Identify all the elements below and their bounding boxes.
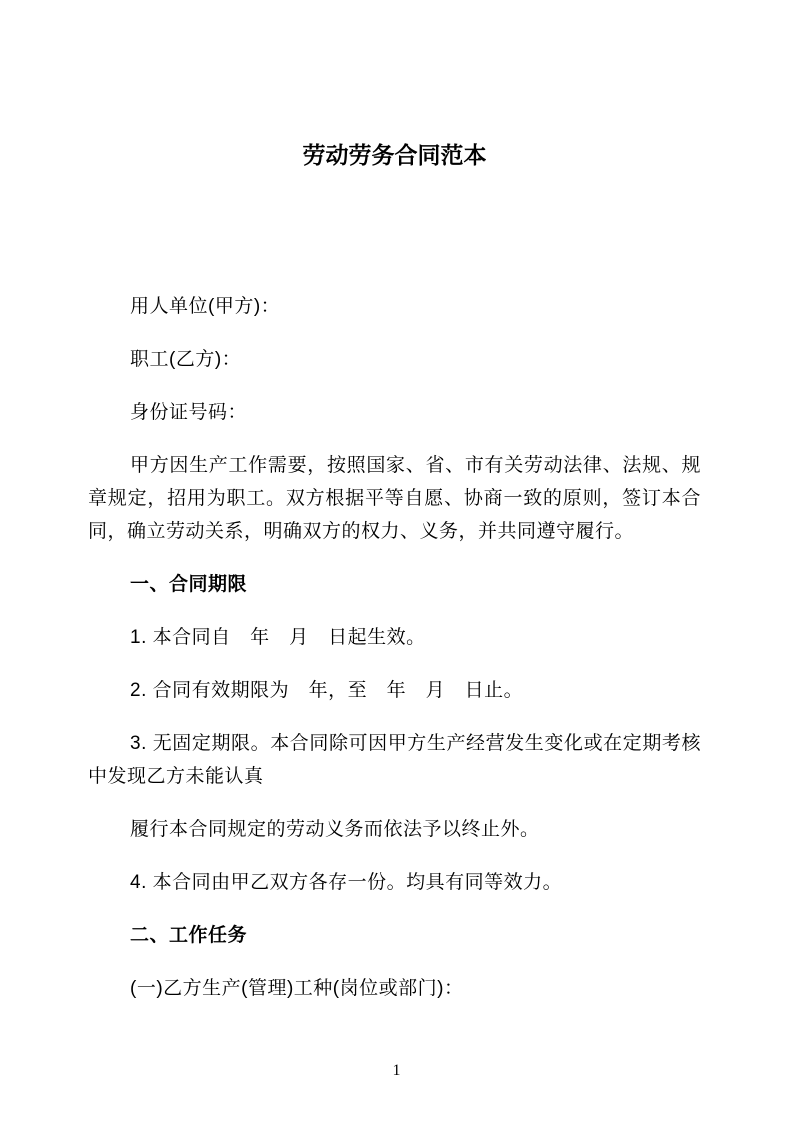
document-title: 劳动劳务合同范本 bbox=[302, 142, 487, 168]
field-id-number-label: 身份证号码： bbox=[130, 402, 248, 423]
field-employee-label: 职工(乙方)： bbox=[130, 349, 242, 370]
section2-clause-1: (一)乙方生产(管理)工种(岗位或部门)： bbox=[130, 978, 464, 999]
section1-clause-3-continuation: 履行本合同规定的劳动义务而依法予以终止外。 bbox=[130, 819, 540, 840]
section1-clause-2: 2. 合同有效期限为 年，至 年 月 日止。 bbox=[130, 680, 524, 701]
section2-heading: 二、工作任务 bbox=[130, 925, 248, 946]
section1-heading: 一、合同期限 bbox=[130, 574, 248, 595]
field-employer-label: 用人单位(甲方)： bbox=[130, 296, 281, 317]
page-number: 1 bbox=[392, 1062, 401, 1079]
section1-clause-1: 1. 本合同自 年 月 日起生效。 bbox=[130, 627, 426, 648]
section1-clause-4: 4. 本合同由甲乙双方各存一份。均具有同等效力。 bbox=[130, 872, 563, 893]
section1-clause-3: 3. 无固定期限。本合同除可因甲方生产经营发生变化或在定期考核中发现乙方未能认真 bbox=[88, 733, 701, 787]
intro-paragraph: 甲方因生产工作需要，按照国家、省、市有关劳动法律、法规、规章规定，招用为职工。双方根据平等自愿、协商一致的原则，签订本合同，确立劳动关系，明确双方的权力、义务，并共同遵守履行。 bbox=[88, 455, 701, 542]
